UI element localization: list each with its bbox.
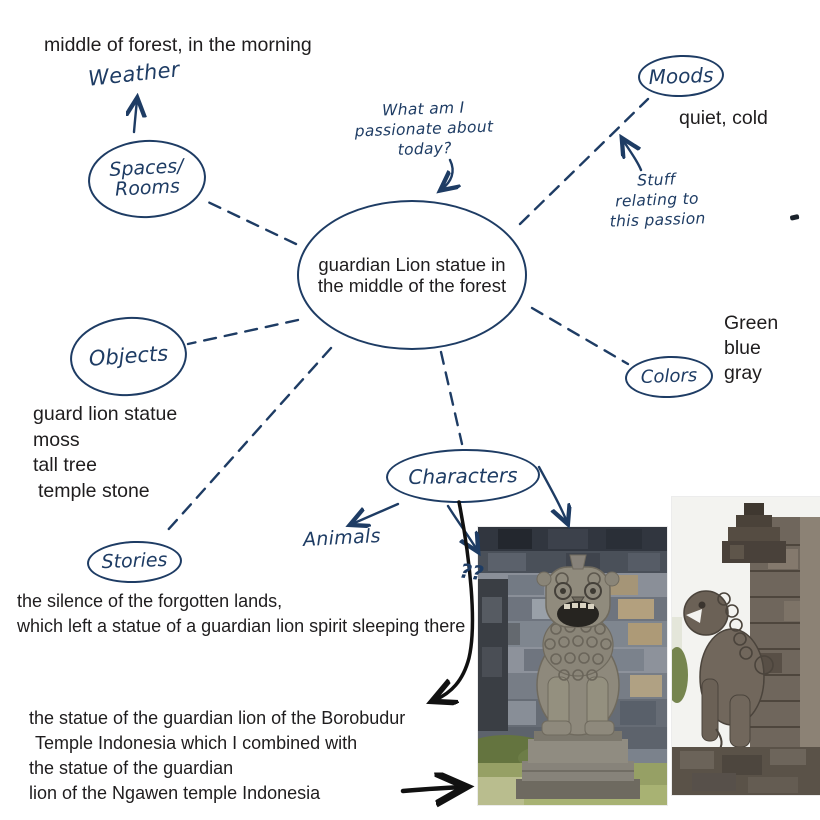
animals-label: Animals	[302, 524, 382, 552]
arrow-stuff-to-line	[623, 140, 641, 170]
arrow-characters-to-animals	[352, 504, 398, 524]
stuff-line: relating to	[614, 189, 700, 211]
note-objects-line: tall tree	[33, 454, 97, 476]
node-characters	[386, 448, 541, 505]
node-colors-label: Colors	[640, 364, 698, 388]
note-objects-line: temple stone	[38, 479, 150, 502]
note-top-left: middle of forest, in the morning	[44, 34, 312, 56]
center-node-label: the middle of the forest	[317, 275, 507, 296]
node-objects-label: Objects	[88, 341, 169, 372]
node-spaces-rooms-label: Spaces/	[108, 155, 185, 182]
node-spaces-rooms	[86, 137, 208, 221]
arrow-characters-to-photo-left	[448, 506, 477, 550]
connector-center-colors	[532, 308, 628, 364]
note-moods: quiet, cold	[679, 107, 768, 129]
node-characters-label: Characters	[408, 462, 518, 489]
note-objects-line: moss	[33, 428, 80, 451]
note-objects	[33, 402, 177, 504]
note-stories-line: which left a statue of a guardian lion spirit sleeping there	[17, 616, 466, 636]
stuff-line: this passion	[609, 209, 706, 231]
connector-center-stories	[167, 348, 331, 531]
node-moods-label: Moods	[648, 62, 714, 89]
node-colors	[624, 354, 713, 399]
note-stories-line: the silence of the forgotten lands,	[17, 591, 283, 611]
note-colors-line: blue	[724, 337, 761, 359]
arrow-to-weather	[134, 100, 137, 132]
connector-center-spaces	[208, 202, 296, 244]
node-spaces-rooms-label: Rooms	[114, 175, 181, 201]
passionate-line: What am I	[381, 98, 465, 120]
center-node-label: guardian Lion statue in	[318, 254, 506, 275]
passionate-note	[347, 96, 501, 161]
question-marks-label: ??	[458, 558, 486, 586]
stuff-note	[597, 168, 717, 232]
note-colors-line: Green	[724, 312, 779, 334]
note-bottom-line: lion of the Ngawen temple Indonesia	[29, 783, 321, 803]
note-bottom-line: the statue of the guardian lion of the Borobudur	[29, 708, 406, 728]
stuff-line: Stuff	[636, 170, 676, 190]
stray-mark	[790, 214, 800, 221]
passionate-line: today?	[397, 139, 453, 159]
connector-center-objects	[188, 320, 298, 344]
arrow-characters-to-photo-top	[539, 467, 567, 522]
node-center	[297, 200, 527, 350]
note-stories	[17, 589, 465, 639]
photo-ngawen-lion	[672, 497, 820, 795]
node-objects	[67, 313, 189, 400]
note-colors-line: gray	[724, 362, 762, 384]
arrow-to-photo-bottom	[403, 787, 462, 791]
photo-borobudur-lion	[478, 527, 667, 805]
note-bottom-line: the statue of the guardian	[29, 758, 234, 778]
note-bottom-line: Temple Indonesia which I combined with	[35, 733, 358, 753]
node-stories-label: Stories	[101, 548, 168, 574]
note-bottom	[29, 706, 405, 806]
weather-label: Weather	[86, 57, 181, 91]
passionate-line: passionate about	[354, 117, 494, 141]
note-colors	[724, 311, 778, 386]
node-moods	[637, 54, 724, 99]
note-objects-line: guard lion statue	[33, 403, 178, 425]
arrow-passionate-to-center	[442, 160, 453, 189]
connector-center-characters	[441, 352, 462, 444]
node-stories	[86, 539, 182, 584]
